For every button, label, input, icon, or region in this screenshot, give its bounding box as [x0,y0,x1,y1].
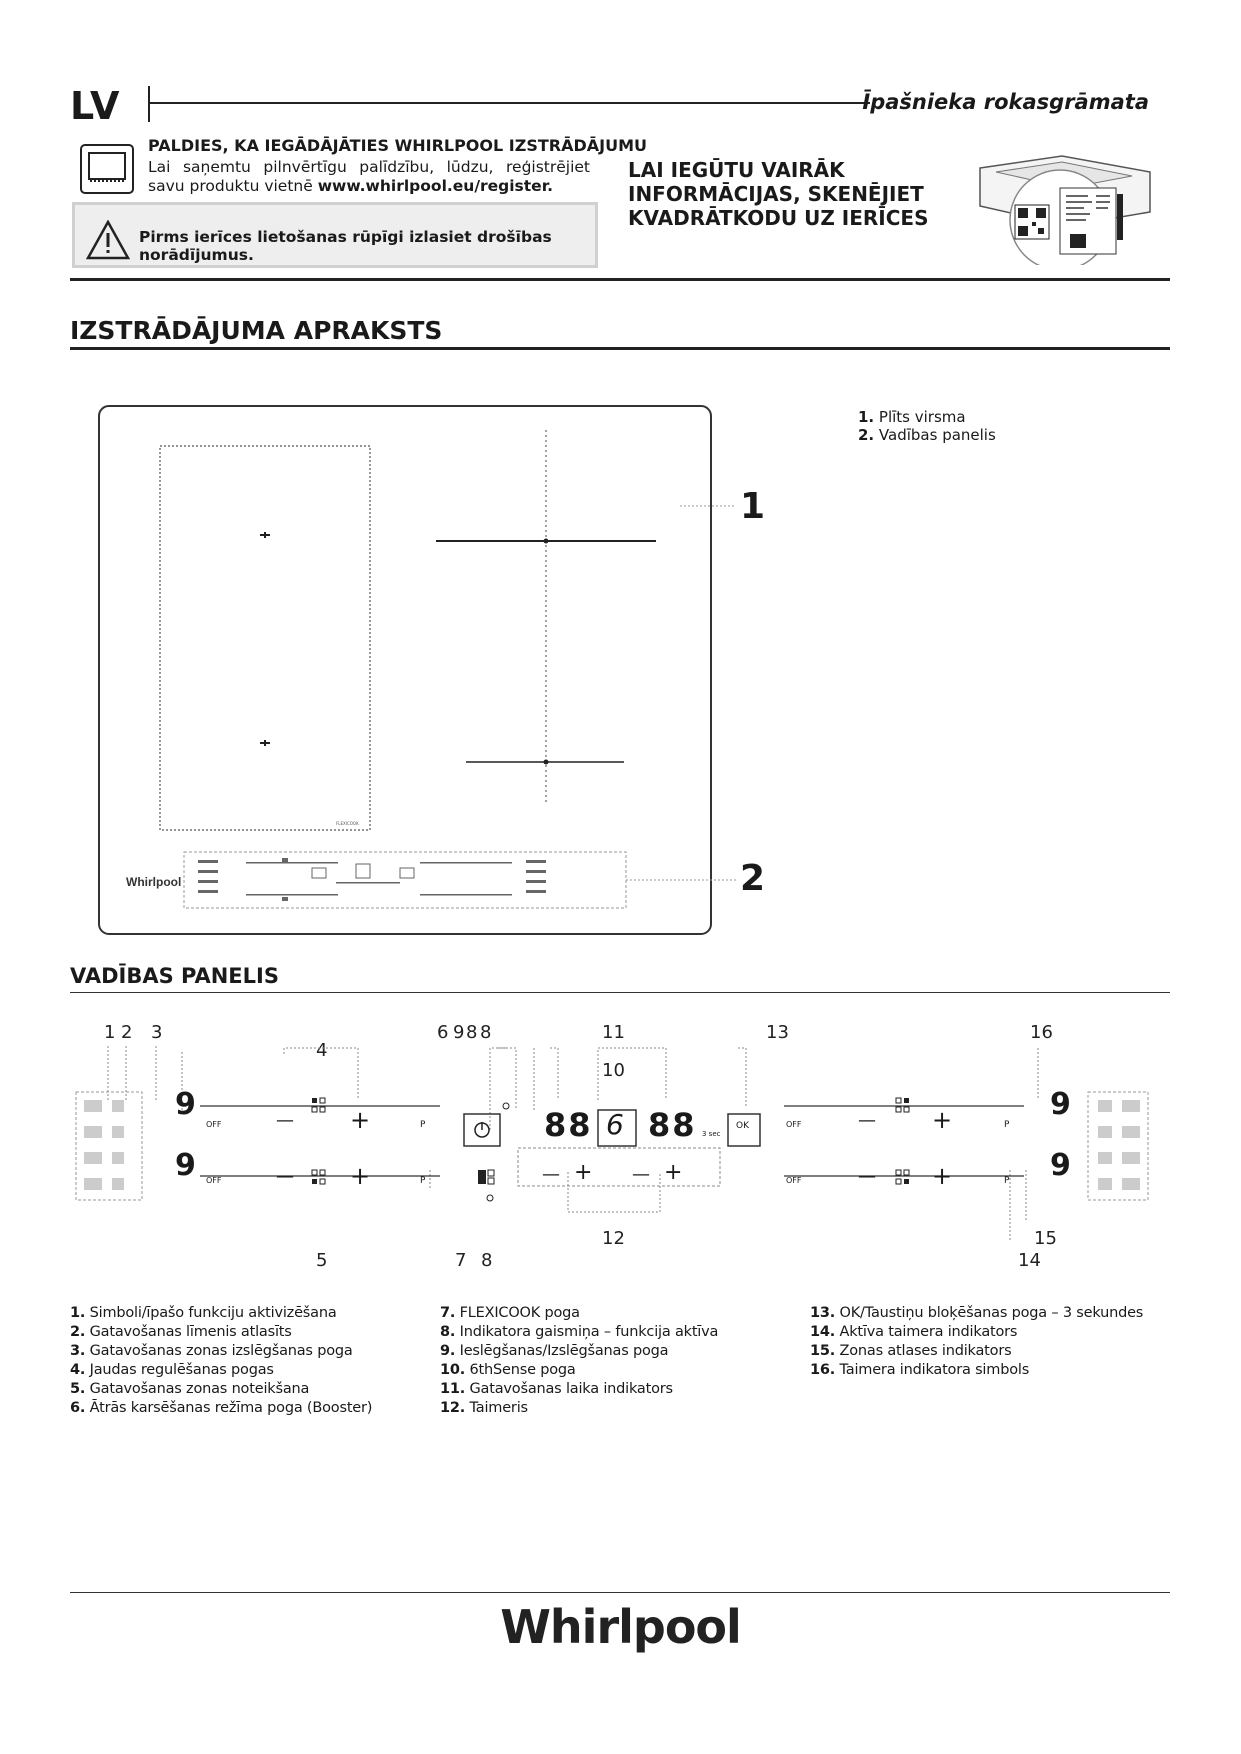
legend-item: 4. Jaudas regulēšanas pogas [70,1362,274,1378]
label-3: 3 [151,1022,163,1043]
section-title-control-panel: VADĪBAS PANELIS [70,964,279,988]
control-panel-strip [184,852,626,908]
legend-item: 3. Gatavošanas zonas izslēgšanas poga [70,1343,353,1359]
timer-plus[interactable]: + [664,1160,683,1185]
product-legend [858,408,996,444]
legend-item: 11. Gatavošanas laika indikators [440,1381,673,1397]
section-title-underline [70,347,1170,350]
time-display-right: 88 [648,1106,697,1144]
section-title-product: IZSTRĀDĀJUMA APRAKSTS [70,316,443,345]
legend-item: 6. Ātrās karsēšanas režīma poga (Booster) [70,1400,373,1416]
register-text [148,158,590,196]
label-11: 11 [602,1022,625,1043]
plus-button[interactable]: + [932,1162,953,1190]
label-4: 4 [316,1040,328,1061]
register-link[interactable]: www.whirlpool.eu/register. [317,177,554,195]
off-button[interactable]: OFF [786,1176,802,1185]
legend-item: 8. Indikatora gaismiņa – funkcija aktīva [440,1324,719,1340]
label-8: 8 [466,1022,478,1043]
off-button[interactable]: OFF [786,1120,802,1129]
qr-instruction [628,158,948,230]
register-text-body: Lai saņemtu pilnvērtīgu palīdzību, lūdzu, reģistrējiet savu produktu vietnē [148,158,590,195]
legend-item: 2. Gatavošanas līmenis atlasīts [70,1324,292,1340]
flexicook-mark: FLEXICOOK [336,821,359,826]
booster-button[interactable]: P [420,1120,426,1130]
label-10: 10 [602,1060,625,1081]
legend-item: 5. Gatavošanas zonas noteikšana [70,1381,310,1397]
legend-item: 2. Vadības panelis [858,426,996,444]
timer-minus[interactable]: — [542,1164,560,1185]
manual-title: Īpašnieka rokasgrāmata [862,90,1149,114]
plus-button[interactable]: + [932,1106,953,1134]
lock-duration: 3 sec [702,1130,721,1138]
label-9: 9 [453,1022,465,1043]
minus-button[interactable]: — [858,1166,876,1187]
warning-icon [86,220,130,260]
label-15: 15 [1034,1228,1057,1249]
legend-item: 13. OK/Taustiņu bloķēšanas poga – 3 sekundes [810,1305,1144,1321]
legend-item: 10. 6thSense poga [440,1362,576,1378]
timer-minus[interactable]: — [632,1164,650,1185]
level-digit-left-top: 9 [175,1087,196,1122]
time-display-left: 88 [544,1106,593,1144]
booster-button[interactable]: P [1004,1120,1010,1130]
qr-instruction-line: INFORMĀCIJAS, SKENĒJIET [628,182,924,206]
header-divider-vertical [148,86,150,122]
minus-button[interactable]: — [276,1166,294,1187]
label-6: 6 [437,1022,449,1043]
minus-button[interactable]: — [276,1110,294,1131]
control-legend-col3 [810,1304,1143,1380]
level-digit-right-bottom: 9 [1050,1148,1071,1183]
level-digit-right-top: 9 [1050,1087,1071,1122]
legend-item: 1. Plīts virsma [858,408,966,426]
ok-label[interactable]: OK [736,1121,749,1131]
legend-item: 7. FLEXICOOK poga [440,1305,580,1321]
label-7: 7 [455,1250,467,1271]
panel-brand-logo: Whirlpool [126,875,182,889]
footer-rule [70,1592,1170,1593]
warning-text: Pirms ierīces lietošanas rūpīgi izlasiet drošības norādījumus. [139,228,552,264]
timer-plus[interactable]: + [574,1160,593,1185]
control-legend-col1 [70,1304,372,1418]
label-13: 13 [766,1022,789,1043]
thanks-title: PALDIES, KA IEGĀDĀJĀTIES WHIRLPOOL IZSTRĀDĀJUMU [148,136,647,155]
legend-item: 9. Ieslēgšanas/Izslēgšanas poga [440,1343,669,1359]
legend-item: 1. Simboli/īpašo funkciju aktivizēšana [70,1305,337,1321]
off-button[interactable]: OFF [206,1176,222,1185]
label-5: 5 [316,1250,328,1271]
control-legend-col2 [440,1304,718,1418]
label-12: 12 [602,1228,625,1249]
flexicook-button [478,1170,486,1184]
monitor-icon [80,144,134,194]
legend-item: 16. Taimera indikatora simbols [810,1362,1030,1378]
legend-item: 15. Zonas atlases indikators [810,1343,1012,1359]
label-1: 1 [104,1022,116,1043]
appliance-qr-illustration [972,150,1162,265]
callout-1: 1 [740,486,766,527]
level-digit-left-bottom: 9 [175,1148,196,1183]
qr-instruction-line: LAI IEGŪTU VAIRĀK [628,158,845,182]
label-14: 14 [1018,1250,1041,1271]
section-divider [70,278,1170,281]
label-8: 8 [480,1022,492,1043]
plus-button[interactable]: + [350,1162,371,1190]
legend-item: 14. Aktīva taimera indikators [810,1324,1018,1340]
minus-button[interactable]: — [858,1110,876,1131]
qr-instruction-line: KVADRĀTKODU UZ IERĪCES [628,206,929,230]
header-rule [148,102,870,104]
booster-button[interactable]: P [1004,1176,1010,1186]
label-16: 16 [1030,1022,1053,1043]
language-code: LV [70,84,121,128]
off-button[interactable]: OFF [206,1120,222,1129]
callout-2: 2 [740,858,766,899]
sense-glyph[interactable]: 6 [606,1108,624,1141]
legend-item: 12. Taimeris [440,1400,528,1416]
section-subtitle-underline [70,992,1170,993]
plus-button[interactable]: + [350,1106,371,1134]
label-2: 2 [121,1022,133,1043]
whirlpool-logo: Whirlpool [500,1600,741,1654]
hob-diagram [96,400,776,940]
booster-button[interactable]: P [420,1176,426,1186]
label-8: 8 [481,1250,493,1271]
